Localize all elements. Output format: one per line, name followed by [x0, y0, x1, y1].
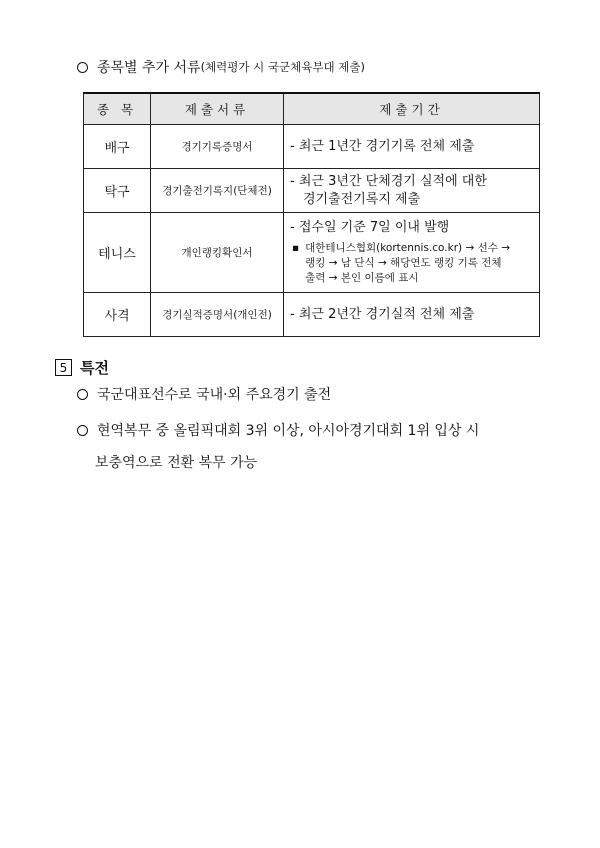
benefit-text-continuation: 보충역으로 전환 복무 가능 — [95, 455, 258, 471]
sub-line: 출력 → 본인 이름에 표시 — [305, 272, 419, 284]
period-line: - 접수일 기준 7일 이내 발행 — [290, 220, 450, 235]
document-cell: 개인랭킹확인서 — [151, 213, 284, 293]
circle-bullet-icon — [77, 62, 88, 73]
table-row — [84, 125, 540, 169]
sport-cell: 사격 — [84, 293, 151, 337]
section-number-box: 5 — [55, 359, 72, 376]
documents-table — [83, 92, 540, 337]
table-row — [84, 293, 540, 337]
circle-bullet-icon — [77, 389, 88, 400]
document-cell: 경기실적증명서(개인전) — [151, 293, 284, 337]
document-cell: 경기기록증명서 — [151, 125, 284, 169]
period-cell — [284, 293, 540, 337]
benefit-text: 국군대표선수로 국내·외 주요경기 출전 — [97, 387, 332, 403]
period-line: - 최근 3년간 단체경기 실적에 대한 — [290, 173, 487, 189]
sport-cell: 테니스 — [84, 213, 151, 293]
period-cell — [284, 125, 540, 169]
sub-line: 대한테니스협회(kortennis.co.kr) → 선수 → — [305, 242, 511, 254]
benefit-item — [77, 384, 331, 404]
period-line: - 최근 2년간 경기실적 전체 제출 — [290, 306, 475, 322]
square-bullet-icon: ▪ — [292, 242, 300, 254]
period-cell — [284, 213, 540, 293]
period-cell — [284, 169, 540, 213]
table-row — [84, 213, 540, 293]
benefit-item — [77, 420, 479, 440]
sub-line: 랭킹 → 남 단식 → 해당연도 랭킹 기록 전체 — [305, 257, 502, 269]
circle-bullet-icon — [77, 425, 88, 436]
header-sport: 종 목 — [84, 93, 151, 125]
period-line: - 최근 1년간 경기기록 전체 제출 — [290, 138, 475, 154]
period-line: 경기출전기록지 제출 — [303, 191, 421, 207]
document-cell: 경기출전기록지(단체전) — [151, 169, 284, 213]
header-period: 제출기간 — [284, 93, 540, 125]
table-header-row — [84, 93, 540, 125]
intro-text: 종목별 추가 서류 — [97, 60, 201, 76]
benefit-text: 현역복무 중 올림픽대회 3위 이상, 아시아경기대회 1위 입상 시 — [97, 423, 480, 439]
sport-cell: 탁구 — [84, 169, 151, 213]
table-row — [84, 169, 540, 213]
header-document: 제출서류 — [151, 93, 284, 125]
sub-bullet-item — [290, 241, 535, 286]
section-heading — [55, 357, 109, 378]
sport-cell: 배구 — [84, 125, 151, 169]
section-title: 특전 — [80, 359, 109, 377]
intro-note: (체력평가 시 국군체육부대 제출) — [200, 60, 365, 74]
intro-line — [77, 57, 365, 77]
